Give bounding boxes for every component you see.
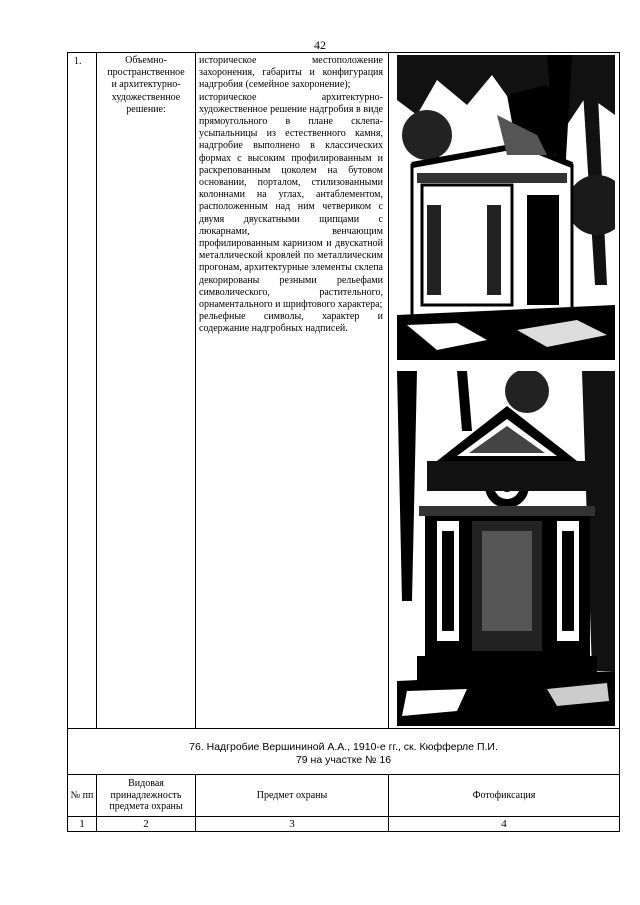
column-number-cell bbox=[195, 816, 389, 832]
header-photo: Фотофиксация bbox=[472, 789, 536, 801]
row-number-cell bbox=[67, 52, 97, 729]
column-number-cell bbox=[67, 816, 97, 832]
row-number: 1. bbox=[74, 56, 82, 67]
column-number: 1 bbox=[79, 818, 85, 830]
crypt-side-view-photo bbox=[397, 55, 615, 360]
header-number-cell bbox=[67, 774, 97, 817]
object-type-cell bbox=[96, 52, 196, 729]
section-title-line2: 79 на участке № 16 bbox=[295, 754, 392, 766]
protection-subject-cell bbox=[195, 52, 389, 729]
protection-subject-text bbox=[196, 53, 388, 336]
column-number-cell bbox=[388, 816, 620, 832]
section-title-line1: 76. Надгробие Вершининой А.А., 1910-е гг., ск. Кюфферле П.И. bbox=[189, 741, 498, 753]
object-type-line: пространственное bbox=[107, 67, 185, 79]
column-number: 4 bbox=[501, 818, 507, 830]
header-subject-cell bbox=[195, 774, 389, 817]
header-type-cell bbox=[96, 774, 196, 817]
object-type-line: решение: bbox=[126, 103, 166, 115]
page-number: 42 bbox=[314, 38, 326, 52]
object-type-line: художественное bbox=[111, 91, 181, 103]
column-number: 2 bbox=[143, 818, 149, 830]
section-title bbox=[68, 729, 619, 767]
crypt-front-view-photo bbox=[397, 371, 615, 726]
object-type-line: Объемно- bbox=[125, 55, 167, 66]
description-paragraph: историческое местоположение захоронения, габариты и конфигурация надгробия (семейное захоронение); bbox=[199, 55, 383, 91]
header-type: Видовая принадлежность предмета охраны bbox=[109, 778, 183, 813]
description-paragraph: историческое архитектурно-художественное решение надгробия в виде прямоугольного в плане склепа-усыпальницы из естественного камня, надгробие выполнено в классических формах с высоким профилированным и раскрепованным цоколем на бутовом основании, порталом, стилизованными колоннами на углах, антаблементом, расположенным над ним четвериком с двумя двускатными щипцами с люкарнами, венчающим профилированным карнизом и двускатной металлической кровлей по металлическим прогонам, архитектурные элементы склепа декорированы резными рельефами символического, растительного, орнаментального и шрифтового характера; bbox=[199, 91, 383, 311]
column-number-cell bbox=[96, 816, 196, 832]
object-type-line: и архитектурно- bbox=[111, 79, 181, 91]
description-paragraph: рельефные символы, характер и содержание надгробных надписей. bbox=[199, 311, 383, 335]
header-subject: Предмет охраны bbox=[256, 789, 328, 801]
header-photo-cell bbox=[388, 774, 620, 817]
column-number: 3 bbox=[289, 818, 295, 830]
section-title-cell bbox=[67, 728, 620, 775]
header-number: № пп bbox=[70, 789, 94, 801]
object-type-text bbox=[97, 53, 195, 116]
